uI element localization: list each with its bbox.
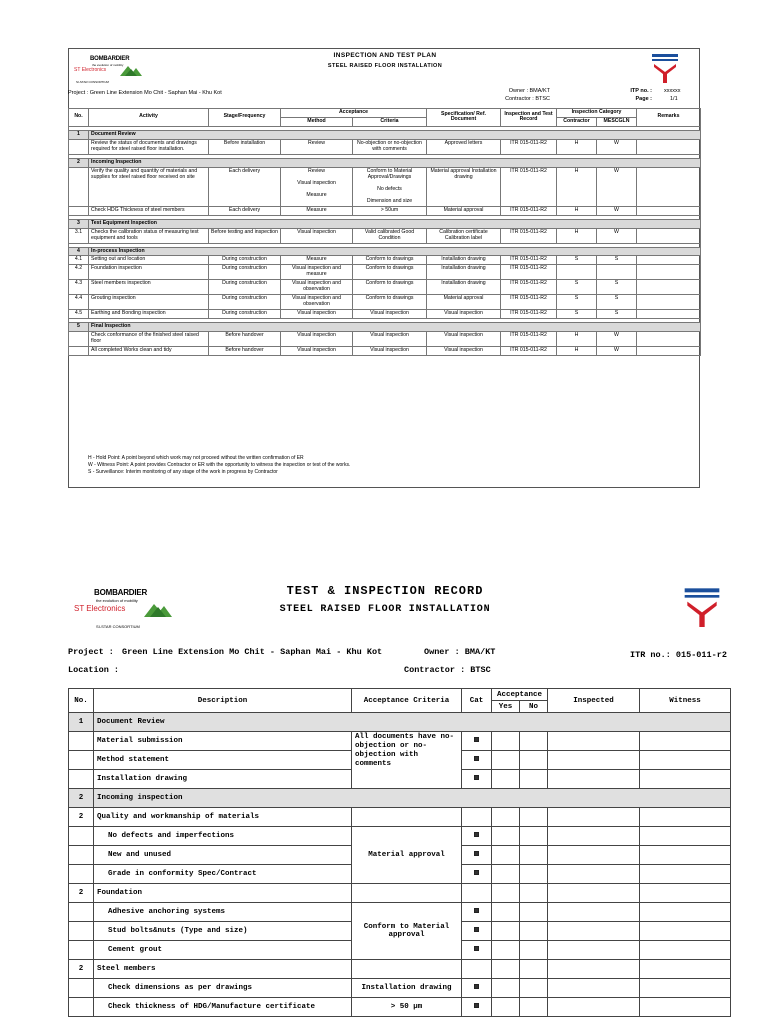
itr-row-criteria: All documents have no-objection or no-objection with comments — [352, 732, 462, 789]
itp-cell-criteria: Conform to drawings — [353, 280, 427, 295]
itr-cat-box[interactable] — [462, 903, 492, 922]
checkbox-icon — [474, 870, 479, 875]
itp-row-no: 4.2 — [69, 265, 89, 280]
itr-row-desc: Stud bolts&nuts (Type and size) — [94, 922, 352, 941]
itp-cell-record: ITR 015-011-R2 — [501, 139, 557, 154]
itr-subsection-no: 2 — [69, 960, 94, 979]
itp-cell-activity: All completed Works clean and tidy — [89, 347, 209, 356]
itr-yes-cell[interactable] — [492, 770, 520, 789]
itr-inspected-cell[interactable] — [548, 998, 640, 1017]
itp-cell-spec: Visual inspection — [427, 347, 501, 356]
itp-row — [69, 139, 701, 154]
itp-cell-contractor: S — [557, 295, 597, 310]
itr-contractor: Contractor : BTSC — [404, 665, 491, 675]
itr-inspected-cell[interactable] — [548, 846, 640, 865]
checkbox-icon — [474, 1003, 479, 1008]
itp-cell-spec: Visual inspection — [427, 310, 501, 319]
itr-cat-box[interactable] — [462, 827, 492, 846]
itr-col-cat: Cat — [462, 689, 492, 713]
itp-cell-record: ITR 015-011-R2 — [501, 332, 557, 347]
itp-logos — [72, 52, 152, 86]
itr-row-desc: Method statement — [94, 751, 352, 770]
itr-witness-cell[interactable] — [640, 903, 731, 922]
itr-row — [69, 827, 731, 846]
itr-col-witness: Witness — [640, 689, 731, 713]
itr-cat-box[interactable] — [462, 979, 492, 998]
itr-inspected-cell[interactable] — [548, 979, 640, 998]
itp-section-row — [69, 158, 701, 167]
itp-cell-activity: Steel members inspection — [89, 280, 209, 295]
itr-row-desc: Check dimensions as per drawings — [94, 979, 352, 998]
itr-row-desc: Grade in conformity Spec/Contract — [94, 865, 352, 884]
itr-subsection-row — [69, 960, 731, 979]
itp-cell-criteria: Visual inspection — [353, 310, 427, 319]
itp-cell-stage: Before handover — [209, 332, 281, 347]
col-record: Inspection and Test Record — [501, 109, 557, 127]
itr-inspected-cell[interactable] — [548, 827, 640, 846]
itr-col-yes: Yes — [492, 701, 520, 713]
checkbox-icon — [474, 946, 479, 951]
itp-no-value: xxxxxx — [664, 88, 681, 94]
itp-cell-mescgln: W — [597, 228, 637, 243]
col-spec: Specification/ Ref. Document — [427, 109, 501, 127]
itp-cell-method: Visual inspection — [281, 310, 353, 319]
itp-cell-mescgln: W — [597, 347, 637, 356]
itp-page-label: Page : — [635, 96, 652, 102]
itp-cell-record: ITR 015-011-R2 — [501, 347, 557, 356]
itr-logos — [72, 586, 182, 636]
itp-cell-method: Visual inspection — [281, 347, 353, 356]
itp-cell-contractor: H — [557, 347, 597, 356]
itr-subsection-title: Foundation — [94, 884, 352, 903]
itp-table — [68, 108, 701, 356]
itp-row — [69, 280, 701, 295]
itp-row-no — [69, 139, 89, 154]
itr-subsection-title: Quality and workmanship of materials — [94, 808, 352, 827]
itp-cell-record: ITR 015-011-R2 — [501, 280, 557, 295]
itr-yes-cell[interactable] — [492, 751, 520, 770]
itp-cell-spec: Material approval — [427, 295, 501, 310]
itp-cell-record: ITR 015-011-R2 — [501, 167, 557, 206]
col-category: Inspection Category — [557, 109, 637, 118]
itp-cell-contractor: H — [557, 332, 597, 347]
itp-cell-stage: During construction — [209, 280, 281, 295]
col-no: No. — [69, 109, 89, 127]
itp-cell-stage: Each delivery — [209, 206, 281, 215]
itr-col-acceptance: Acceptance — [492, 689, 548, 701]
itp-project: Project : Green Line Extension Mo Chit - Saphan Mai - Khu Kot — [68, 90, 222, 96]
itp-row-no — [69, 206, 89, 215]
itp-cell-criteria: Visual inspection — [353, 332, 427, 347]
itr-row — [69, 732, 731, 751]
itp-cell-record: ITR 015-011-R2 — [501, 310, 557, 319]
itr-row — [69, 979, 731, 998]
itp-cell-mescgln: S — [597, 256, 637, 265]
itp-cell-stage: Each delivery — [209, 167, 281, 206]
itp-cell-criteria: Conform to Material Approval/Drawings No defects Dimension and size — [353, 167, 427, 206]
itp-cell-activity: Setting out and location — [89, 256, 209, 265]
note-witness-point: W - Witness Point: A point provides Contractor or ER with the opportunity to witness the inspection or test of the works. — [88, 461, 351, 468]
itp-cell-mescgln — [597, 265, 637, 280]
itp-cell-contractor: H — [557, 206, 597, 215]
itr-bts-logo-icon — [682, 585, 722, 629]
itr-consortium-label: SI-STAR CONSORTIUM — [96, 624, 140, 629]
itp-cell-activity: Earthing and Bonding inspection — [89, 310, 209, 319]
itr-cat-box[interactable] — [462, 998, 492, 1017]
col-contractor: Contractor — [557, 117, 597, 126]
itp-section-no: 3 — [69, 219, 89, 228]
itp-cell-remarks — [637, 167, 701, 206]
itp-cell-method: Review — [281, 139, 353, 154]
itr-row — [69, 998, 731, 1017]
itr-col-description: Description — [94, 689, 352, 713]
itr-yes-cell[interactable] — [492, 827, 520, 846]
itp-row-no — [69, 332, 89, 347]
itr-inspected-cell[interactable] — [548, 770, 640, 789]
itr-no-cell[interactable] — [520, 998, 548, 1017]
itr-bombardier-logo: BOMBARDIER — [94, 588, 148, 597]
itp-row — [69, 256, 701, 265]
itr-row-desc: No defects and imperfections — [94, 827, 352, 846]
itr-cat-box[interactable] — [462, 922, 492, 941]
itp-section-row — [69, 130, 701, 139]
itp-cell-criteria: Conform to drawings — [353, 265, 427, 280]
checkbox-icon — [474, 908, 479, 913]
itp-cell-record: ITR 015-011-R2 — [501, 295, 557, 310]
itp-cell-method: Visual inspection and observation — [281, 295, 353, 310]
itp-cell-criteria: Visual inspection — [353, 347, 427, 356]
itp-cell-spec: Material approval Installation drawing — [427, 167, 501, 206]
itr-yes-cell[interactable] — [492, 922, 520, 941]
itr-row-desc: Check thickness of HDG/Manufacture certificate — [94, 998, 352, 1017]
itr-row-criteria: Material approval — [352, 827, 462, 884]
itp-cell-mescgln: S — [597, 280, 637, 295]
itp-page-value: 1/1 — [670, 96, 678, 102]
itr-no-cell[interactable] — [520, 922, 548, 941]
itr-yes-cell[interactable] — [492, 865, 520, 884]
itr-cat-box[interactable] — [462, 846, 492, 865]
itp-section-title: Final Inspection — [89, 323, 701, 332]
itr-no-cell[interactable] — [520, 903, 548, 922]
itr-row-desc: Material submission — [94, 732, 352, 751]
itr-table — [68, 688, 731, 1017]
itr-section-no: 1 — [69, 713, 94, 732]
itr-witness-cell[interactable] — [640, 846, 731, 865]
itr-subtitle: STEEL RAISED FLOOR INSTALLATION — [279, 604, 491, 615]
col-remarks: Remarks — [637, 109, 701, 127]
itr-witness-cell[interactable] — [640, 922, 731, 941]
itp-cell-record: ITR 015-011-R2 — [501, 265, 557, 280]
itr-cat-box[interactable] — [462, 732, 492, 751]
itp-cell-mescgln: S — [597, 295, 637, 310]
itp-cell-stage: During construction — [209, 256, 281, 265]
itp-cell-method: Visual inspection and measure — [281, 265, 353, 280]
itp-cell-contractor: H — [557, 139, 597, 154]
itr-section-row — [69, 789, 731, 808]
itr-row-desc: Installation drawing — [94, 770, 352, 789]
itp-cell-stage: During construction — [209, 295, 281, 310]
bombardier-tagline: the evolution of mobility — [92, 63, 124, 67]
itr-yes-cell[interactable] — [492, 903, 520, 922]
itp-cell-method: Review Visual inspection Measure — [281, 167, 353, 206]
itp-cell-method: Measure — [281, 206, 353, 215]
itp-cell-spec: Installation drawing — [427, 256, 501, 265]
itr-row — [69, 903, 731, 922]
itr-cat-box[interactable] — [462, 941, 492, 960]
itr-yes-cell[interactable] — [492, 979, 520, 998]
itp-row-no: 4.5 — [69, 310, 89, 319]
itp-section-title: Incoming Inspection — [89, 158, 701, 167]
itp-cell-stage: Before testing and inspection — [209, 228, 281, 243]
itr-subsection-row — [69, 884, 731, 903]
itr-yes-cell[interactable] — [492, 941, 520, 960]
itr-inspected-cell[interactable] — [548, 865, 640, 884]
itr-witness-cell[interactable] — [640, 865, 731, 884]
itp-section-title: Test Equipment Inspection — [89, 219, 701, 228]
itr-row-desc: Adhesive anchoring systems — [94, 903, 352, 922]
col-stage: Stage/Frequency — [209, 109, 281, 127]
itr-table-body — [69, 713, 731, 1017]
col-acceptance: Acceptance — [281, 109, 427, 118]
checkbox-icon — [474, 851, 479, 856]
consortium-label: SI-STAR CONSORTIUM — [76, 80, 109, 84]
itp-section-title: Document Review — [89, 130, 701, 139]
itp-cell-contractor: S — [557, 310, 597, 319]
itr-witness-cell[interactable] — [640, 998, 731, 1017]
itp-cell-spec: Installation drawing — [427, 280, 501, 295]
itr-subsection-no: 2 — [69, 808, 94, 827]
itp-cell-method: Measure — [281, 256, 353, 265]
itp-cell-mescgln: W — [597, 206, 637, 215]
itr-st-electronics-logo: ST Electronics — [74, 604, 126, 613]
itp-cell-remarks — [637, 139, 701, 154]
itp-cell-spec: Visual inspection — [427, 332, 501, 347]
itr-no-cell[interactable] — [520, 941, 548, 960]
itp-cell-stage: Before handover — [209, 347, 281, 356]
itp-section-no: 5 — [69, 323, 89, 332]
itp-cell-record: ITR 015-011-R2 — [501, 206, 557, 215]
itr-col-inspected: Inspected — [548, 689, 640, 713]
checkbox-icon — [474, 775, 479, 780]
itp-title: INSPECTION AND TEST PLAN — [333, 52, 437, 59]
itr-cat-box[interactable] — [462, 865, 492, 884]
itr-no-cell[interactable] — [520, 846, 548, 865]
itp-row — [69, 265, 701, 280]
itp-cell-activity: Check conformance of the finished steel raised floor — [89, 332, 209, 347]
itr-no-cell[interactable] — [520, 732, 548, 751]
itp-cell-activity: Check HDG Thickness of steel members — [89, 206, 209, 215]
itr-col-no: No. — [69, 689, 94, 713]
itr-mountain-logo-icon — [144, 601, 172, 617]
itp-row-no: 4.4 — [69, 295, 89, 310]
checkbox-icon — [474, 832, 479, 837]
itr-yes-cell[interactable] — [492, 846, 520, 865]
itp-cell-remarks — [637, 256, 701, 265]
itp-cell-method: Visual inspection and observation — [281, 280, 353, 295]
itr-no: ITR no.: 015-011-r2 — [630, 650, 727, 660]
itp-row — [69, 206, 701, 215]
itp-section-no: 2 — [69, 158, 89, 167]
checkbox-icon — [474, 927, 479, 932]
itp-cell-criteria: Conform to drawings — [353, 295, 427, 310]
itr-section-title: Incoming inspection — [94, 789, 731, 808]
itp-cell-remarks — [637, 280, 701, 295]
itp-cell-stage: During construction — [209, 265, 281, 280]
itp-contractor: Contractor : BTSC — [505, 96, 550, 102]
itr-location-label: Location : — [68, 665, 120, 675]
itp-cell-activity: Checks the calibration status of measuring test equipment and tools — [89, 228, 209, 243]
itp-row — [69, 295, 701, 310]
itp-cell-contractor: S — [557, 280, 597, 295]
itp-cell-spec: Installation drawing — [427, 265, 501, 280]
itp-cell-contractor: H — [557, 167, 597, 206]
itp-cell-record: ITR 015-011-R2 — [501, 228, 557, 243]
note-hold-point: H - Hold Point: A point beyond which work may not proceed without the written confirmation of ER — [88, 455, 304, 461]
itr-witness-cell[interactable] — [640, 827, 731, 846]
itr-title: TEST & INSPECTION RECORD — [286, 584, 484, 598]
itp-cell-mescgln: W — [597, 139, 637, 154]
itr-section-title: Document Review — [94, 713, 731, 732]
itr-no-cell[interactable] — [520, 751, 548, 770]
itp-cell-spec: Approved letters — [427, 139, 501, 154]
itr-row-criteria: Installation drawing — [352, 979, 462, 998]
itp-section-row — [69, 323, 701, 332]
itp-cell-remarks — [637, 206, 701, 215]
itp-cell-method: Visual inspection — [281, 332, 353, 347]
itr-witness-cell[interactable] — [640, 979, 731, 998]
bts-logo-icon — [650, 52, 680, 84]
itr-subsection-row — [69, 808, 731, 827]
itr-inspected-cell[interactable] — [548, 941, 640, 960]
itr-inspected-cell[interactable] — [548, 903, 640, 922]
col-activity: Activity — [89, 109, 209, 127]
itr-project-label: Project : — [68, 647, 114, 657]
itr-inspected-cell[interactable] — [548, 732, 640, 751]
itp-row-no — [69, 347, 89, 356]
itp-cell-activity: Grouting inspection — [89, 295, 209, 310]
itp-cell-stage: During construction — [209, 310, 281, 319]
itp-cell-activity: Verify the quality and quantity of materials and supplies for steel raised floor received on site — [89, 167, 209, 206]
bombardier-logo: BOMBARDIER — [90, 56, 130, 62]
itp-cell-contractor — [557, 265, 597, 280]
itp-cell-activity: Review the status of documents and drawings required for steel raised floor installation. — [89, 139, 209, 154]
itp-section-row — [69, 247, 701, 256]
itp-cell-stage: Before installation — [209, 139, 281, 154]
itp-cell-method: Visual inspection — [281, 228, 353, 243]
itp-cell-criteria: Valid calibrated Good Condition — [353, 228, 427, 243]
itr-yes-cell[interactable] — [492, 998, 520, 1017]
itp-cell-remarks — [637, 265, 701, 280]
itr-row-desc: Cement grout — [94, 941, 352, 960]
note-surveillance: S - Surveillance: Interim monitoring of any stage of the work in progress by Contractor — [88, 468, 278, 475]
itr-subsection-no: 2 — [69, 884, 94, 903]
itr-no-cell[interactable] — [520, 865, 548, 884]
itp-row — [69, 310, 701, 319]
itr-witness-cell[interactable] — [640, 732, 731, 751]
itr-witness-cell[interactable] — [640, 770, 731, 789]
itr-witness-cell[interactable] — [640, 751, 731, 770]
itr-inspected-cell[interactable] — [548, 751, 640, 770]
itp-table-body — [69, 126, 701, 355]
itp-cell-contractor: H — [557, 228, 597, 243]
itp-cell-contractor: S — [557, 256, 597, 265]
itp-section-no: 4 — [69, 247, 89, 256]
checkbox-icon — [474, 737, 479, 742]
itp-cell-record: ITR 015-011-R2 — [501, 256, 557, 265]
itp-owner: Owner : BMA/KT — [508, 88, 550, 94]
itp-row-no — [69, 167, 89, 206]
itp-cell-remarks — [637, 310, 701, 319]
itp-row-no: 4.1 — [69, 256, 89, 265]
itr-yes-cell[interactable] — [492, 732, 520, 751]
itr-no-cell[interactable] — [520, 979, 548, 998]
itp-row — [69, 228, 701, 243]
itp-cell-criteria: No-objection or no-objection with comments — [353, 139, 427, 154]
itp-row — [69, 167, 701, 206]
itp-cell-spec: Material approval — [427, 206, 501, 215]
itp-cell-mescgln: W — [597, 332, 637, 347]
itp-notes — [88, 455, 350, 475]
checkbox-icon — [474, 984, 479, 989]
itr-no-cell[interactable] — [520, 827, 548, 846]
itp-cell-remarks — [637, 295, 701, 310]
itr-col-no-accept: No — [520, 701, 548, 713]
itp-cell-criteria: > 50um — [353, 206, 427, 215]
itp-row-no: 4.3 — [69, 280, 89, 295]
itp-cell-remarks — [637, 347, 701, 356]
itp-section-no: 1 — [69, 130, 89, 139]
itr-row-criteria: Conform to Material approval — [352, 903, 462, 960]
itr-witness-cell[interactable] — [640, 941, 731, 960]
itr-cat-box[interactable] — [462, 751, 492, 770]
itp-section-row — [69, 219, 701, 228]
itp-row-no: 3.1 — [69, 228, 89, 243]
itr-project: Green Line Extension Mo Chit - Saphan Mai - Khu Kot — [122, 647, 383, 657]
itp-no-label: ITP no. : — [630, 88, 652, 94]
itp-section-title: In-process Inspection — [89, 247, 701, 256]
itp-cell-spec: Calibration certificate Calibration label — [427, 228, 501, 243]
col-mescgln: MESCGLN — [597, 117, 637, 126]
itr-owner: Owner : BMA/KT — [424, 647, 496, 657]
itr-section-row — [69, 713, 731, 732]
col-method: Method — [281, 117, 353, 126]
itr-section-no: 2 — [69, 789, 94, 808]
itr-col-criteria: Acceptance Criteria — [352, 689, 462, 713]
col-criteria: Criteria — [353, 117, 427, 126]
itp-cell-mescgln: S — [597, 310, 637, 319]
itp-cell-mescgln: W — [597, 167, 637, 206]
itr-subsection-title: Steel members — [94, 960, 352, 979]
itr-no-cell[interactable] — [520, 770, 548, 789]
itp-subtitle: STEEL RAISED FLOOR INSTALLATION — [327, 63, 443, 69]
itp-cell-activity: Foundation inspection — [89, 265, 209, 280]
itp-row — [69, 332, 701, 347]
mountain-logo-icon — [120, 64, 142, 76]
itp-row — [69, 347, 701, 356]
itp-cell-remarks — [637, 228, 701, 243]
itr-bombardier-tagline: the evolution of mobility — [96, 598, 138, 603]
st-electronics-logo: ST Electronics — [74, 67, 107, 73]
itr-row-desc: New and unused — [94, 846, 352, 865]
itr-cat-box[interactable] — [462, 770, 492, 789]
itr-inspected-cell[interactable] — [548, 922, 640, 941]
itr-row-criteria: > 50 µm — [352, 998, 462, 1017]
itp-cell-criteria: Conform to drawings — [353, 256, 427, 265]
checkbox-icon — [474, 756, 479, 761]
itp-cell-remarks — [637, 332, 701, 347]
